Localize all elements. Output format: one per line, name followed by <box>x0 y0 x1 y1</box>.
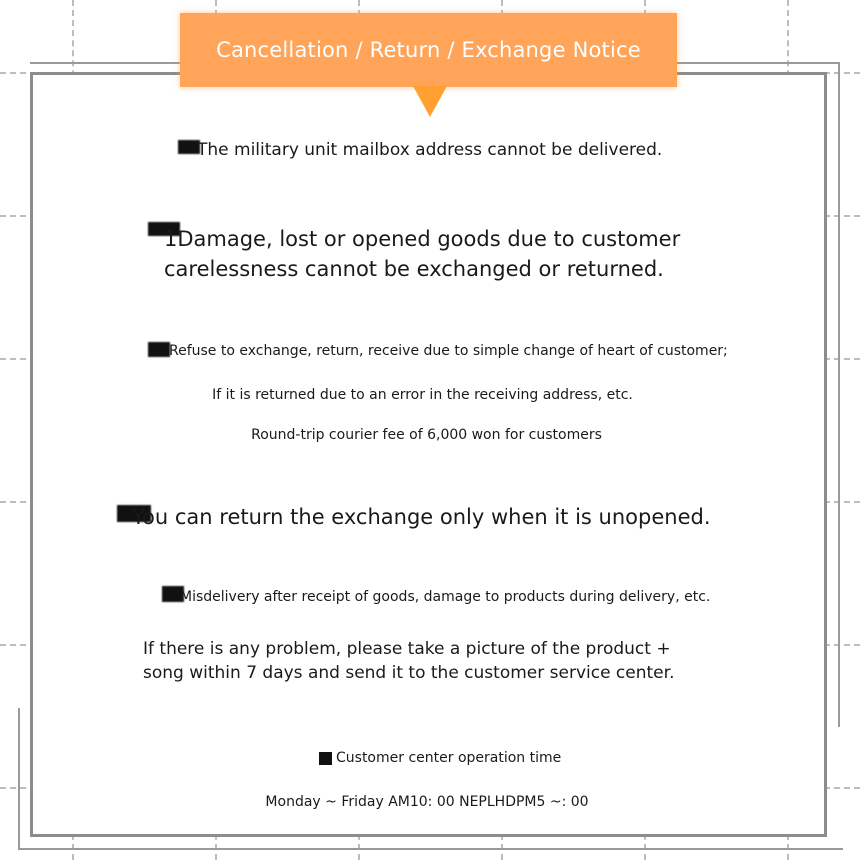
notice-problem-line-1: If there is any problem, please take a picture of the product + <box>143 639 671 659</box>
banner-pointer-icon <box>413 86 447 117</box>
bullet-square-icon <box>319 752 332 765</box>
service-hours-heading: Customer center operation time <box>336 750 562 766</box>
notice-change-of-heart: Refuse to exchange, return, receive due to simple change of heart of customer; <box>169 343 728 359</box>
notice-unopened-only: You can return the exchange only when it is unopened. <box>132 505 711 529</box>
frame-accent-line <box>18 848 843 850</box>
frame-accent-line <box>18 708 20 850</box>
notice-banner <box>180 13 677 87</box>
service-hours: Monday ~ Friday AM10: 00 NEPLHDPM5 ~: 00 <box>265 794 589 810</box>
notice-problem-line-2: song within 7 days and send it to the customer service center. <box>143 663 675 683</box>
notice-damage-line-1: 1Damage, lost or opened goods due to customer <box>164 227 681 251</box>
bullet-square-icon <box>148 342 170 357</box>
notice-damage-line-2: carelessness cannot be exchanged or returned. <box>164 257 664 281</box>
notice-address-error: If it is returned due to an error in the receiving address, etc. <box>212 387 633 403</box>
notice-military-mailbox: The military unit mailbox address cannot be delivered. <box>197 140 663 160</box>
banner-title: Cancellation / Return / Exchange Notice <box>216 38 641 62</box>
notice-courier-fee: Round-trip courier fee of 6,000 won for customers <box>251 427 602 443</box>
notice-misdelivery: Misdelivery after receipt of goods, damage to products during delivery, etc. <box>180 589 711 605</box>
notice-frame <box>30 72 827 837</box>
